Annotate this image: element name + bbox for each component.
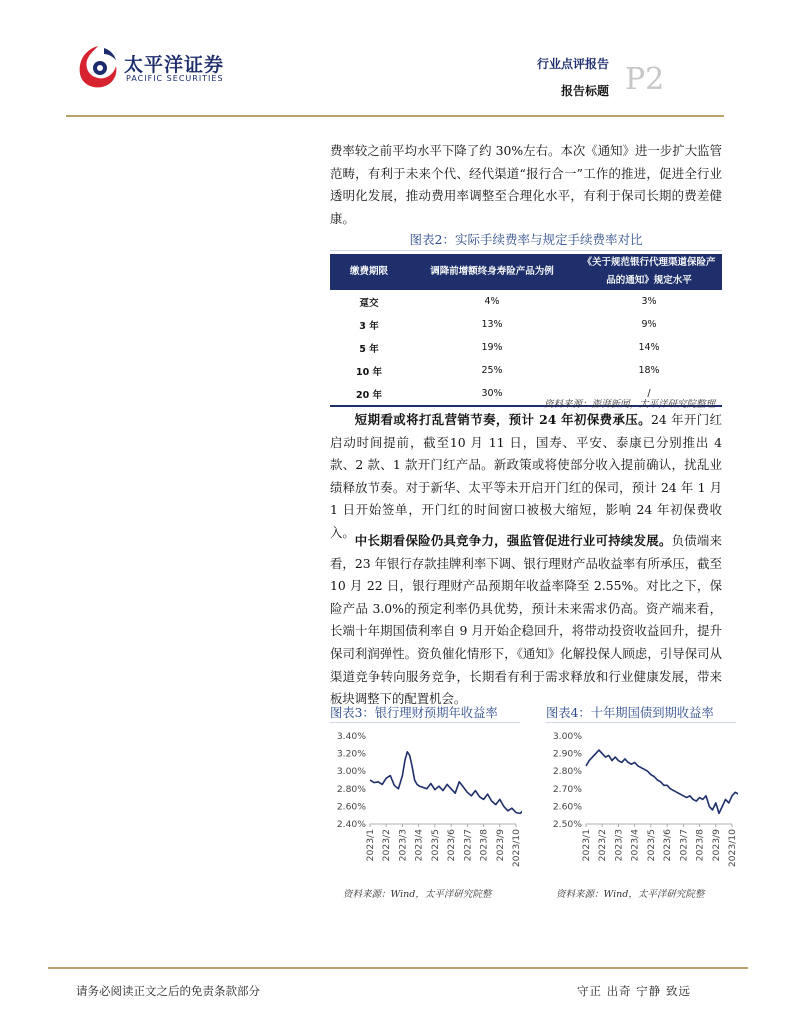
table-cell: 25% [481,365,503,376]
chart-3-x-tick-label: 2023/1 [365,829,376,862]
chart-3-x-tick-label: 2023/3 [397,829,409,862]
table-title: 图表2：实际手续费率与规定手续费率对比 [409,232,643,247]
chart-4-x-tick-label: 2023/7 [678,829,690,862]
chart-3-x-tick-label: 2023/7 [462,829,474,862]
chart-4-x-tick-label: 2023/4 [629,829,641,862]
table-row [330,359,722,382]
table-cell: 4% [484,296,500,307]
table-cell: 19% [481,342,503,353]
table-source: 资料来源：澎湃新闻，太平洋研究院整理 [543,399,715,410]
chart-4-x-tick-label: 2023/5 [645,829,657,862]
paragraph-3-body: 负债端来看，23 年银行存款挂牌利率下调、银行理财产品收益率有所承压，截至10 月 22 日，银行理财产品预期年收益率降至 2.55%。对比之下，保险产品 3.0%的预定利率仍具优势，预计未来需求仍高。资产端来看，长端十年期国债利率自 9 月开始企稳回升，将带动投资收益回升，提升保司利润弹性。资负催化情形下，《通知》化解投保人顾虑，引导保司从渠道竞争转向服务竞争，长期看有利于需求释放和行业健康发展，带来板块调整下的配置机会。 [330,533,722,707]
chart-4-series-line [586,750,738,813]
chart-4-y-tick-label: 2.70% [552,783,582,795]
table-cell: 13% [481,319,503,330]
page-number: P2 [625,62,665,97]
chart-3-y-tick-label: 3.20% [336,748,366,760]
table-header-cell: 《关于规范银行代理渠道保险产品的通知》规定水平 [576,254,722,290]
chart-3-y-tick-label: 2.80% [336,783,366,795]
chart-3-plot [330,728,522,878]
chart-3-x-tick-label: 2023/9 [494,829,506,862]
paragraph-2 [330,409,722,545]
footer-disclaimer: 请务必阅读正文之后的免责条款部分 [76,984,260,998]
paragraph-2-body: 24 年开门红启动时间提前，截至10 月 11 日，国寿、平安、泰康已分别推出 4 款、2 款、1 款开门红产品。新政策或将使部分收入提前确认，扰乱业绩释放节奏。对于新华、太平等未开启开门红的保司，预计 24 年 1 月 1 日开始签单，开门红的时间窗口被极大缩短，影响 24 年初保费收入。 [330,412,722,540]
chart-3-x-tick-label: 2023/6 [446,829,458,862]
company-logo [76,42,226,92]
chart-4-y-tick-label: 2.60% [552,801,582,813]
report-title: 报告标题 [560,84,609,98]
chart-4-y-tick-label: 2.50% [552,819,582,830]
table-cell: 30% [408,382,576,406]
chart-3-y-tick-label: 2.40% [336,819,366,830]
chart-4-y-tick-label: 2.90% [552,748,582,760]
table-cell: / [576,382,722,406]
chart-3-y-tick-label: 3.00% [336,766,366,778]
logo-text-cn: 太平洋证券 [124,54,225,76]
chart-4-y-tick-label: 2.80% [552,766,582,778]
chart-4-title: 图表4：十年期国债到期收益率 [546,706,714,720]
logo-text-en: PACIFIC SECURITIES [126,74,224,83]
table-title-divider [330,250,722,251]
chart-3-y-tick-label: 2.60% [336,801,366,813]
chart-4-x-tick-label: 2023/3 [613,829,625,862]
paragraph-3-lead: 中长期看保险仍具竞争力，强监管促进行业可持续发展。 [354,533,672,548]
logo-mark-icon [76,42,120,90]
table-cell: 3 年 [359,320,379,332]
fee-comparison-table [330,254,722,407]
chart-3-source: 资料来源：Wind，太平洋研究院整 [343,889,492,900]
chart-4-y-tick-label: 3.00% [552,731,582,742]
chart-4-x-tick-label: 2023/1 [581,829,592,862]
chart-4-x-tick-label: 2023/2 [597,829,609,862]
table-cell: 趸交 [359,297,379,309]
chart-4-x-tick-label: 2023/6 [662,829,674,862]
paragraph-3 [330,530,722,711]
table-header-cell: 调降前增额终身寿险产品为例 [408,254,576,290]
paragraph-1: 费率较之前平均水平下降了约 30%左右。本次《通知》进一步扩大监管范畴，有利于未来个代、经代渠道“报行合一”工作的推进，促进全行业透明化发展，推动费用率调整至合理化水平，有利于保司长期的费差健康。 [330,143,722,226]
table-cell: 14% [638,342,660,353]
chart-3-x-tick-label: 2023/4 [413,829,425,862]
table-cell: 5 年 [359,343,379,355]
table-cell: 18% [638,365,660,376]
chart-4-source: 资料来源：Wind，太平洋研究院整 [556,889,705,900]
paragraph-2-lead: 短期看或将打乱营销节奏，预计 24 年初保费承压。 [354,412,651,427]
table-header-cell: 缴费期限 [330,254,408,290]
table-header-row [330,254,722,290]
table-cell: 3% [641,296,657,307]
chart-4-x-tick-label: 2023/8 [694,829,706,862]
chart-3-title: 图表3：银行理财预期年收益率 [330,706,498,720]
chart-3-x-tick-label: 2023/5 [429,829,441,862]
chart-4-title-divider [546,722,736,723]
chart-3-x-tick-label: 2023/8 [478,829,490,862]
header-divider [66,115,724,117]
table-cell: 20 年 [330,382,408,406]
chart-4-x-tick-label: 2023/10 [727,829,738,868]
table-row [330,313,722,336]
chart-3-y-tick-label: 3.40% [336,731,366,742]
footer-motto: 守正 出奇 宁静 致远 [577,984,691,998]
table-cell: 9% [641,319,657,330]
table-cell: 10 年 [355,366,383,378]
report-type: 行业点评报告 [536,57,609,71]
chart-3-series-line [370,752,522,814]
chart-4-x-tick-label: 2023/9 [710,829,722,862]
footer-divider [48,967,748,969]
table-row [330,336,722,359]
chart-4-plot [546,728,738,878]
table-row [330,290,722,313]
chart-3-title-divider [330,722,520,723]
chart-3-x-tick-label: 2023/2 [381,829,393,862]
chart-3-x-tick-label: 2023/10 [511,829,522,868]
